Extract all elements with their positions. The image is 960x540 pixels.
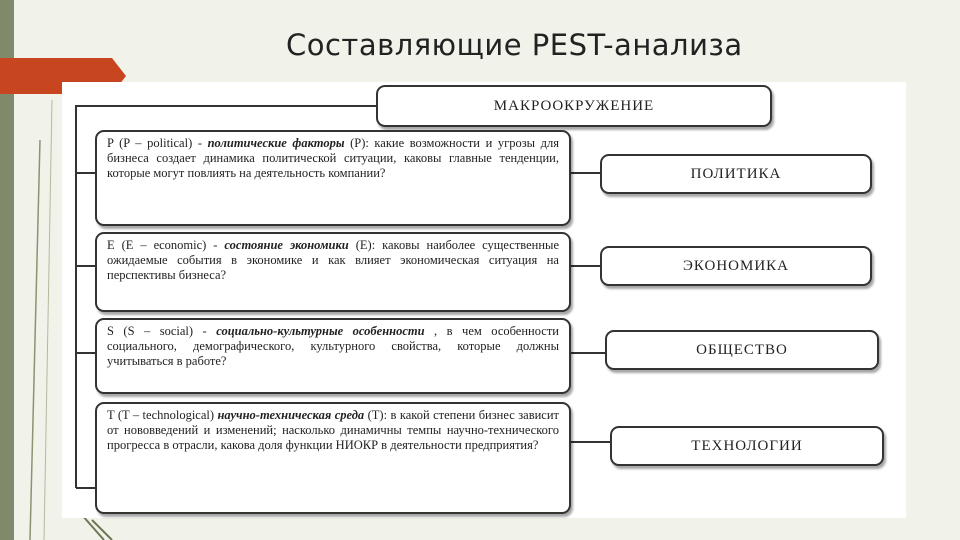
economic-name: состояние экономики: [224, 238, 349, 252]
social-name: социально-культурные особенности: [216, 324, 425, 338]
economic-description: (E): каковы наиболее существенные ожидаемые события в экономике и как влияет экономическая ситуация на перспективы бизнеса?: [107, 238, 560, 282]
pest-diagram: [62, 82, 906, 518]
society-category-box: ОБЩЕСТВО: [605, 330, 879, 370]
technological-code: T (T – technological): [107, 408, 215, 422]
technological-description: (T): в какой степени бизнес зависит от нововведений и изменений; насколько динамичны темпы научно-технического прогресса в отрасли, какова доля функции НИОКР в деятельности предприятия?: [107, 408, 559, 452]
politics-category-box: ПОЛИТИКА: [600, 154, 872, 194]
economy-category-box: ЭКОНОМИКА: [600, 246, 872, 286]
economic-code: E (E – economic) -: [107, 238, 218, 252]
technology-category-box: ТЕХНОЛОГИИ: [610, 426, 884, 466]
political-factor-box: [95, 130, 571, 226]
social-description: , в чем особенности социального, демографического, культурного свойства, которые должны учитываться в работе?: [107, 324, 559, 368]
economic-factor-box: [95, 232, 571, 312]
political-description: (P): какие возможности и угрозы для бизнеса создает динамика политической ситуации, каковы главные тенденции, которые могут повлиять на деятельность компании?: [107, 136, 559, 180]
social-code: S (S – social) -: [107, 324, 207, 338]
slide-title: Составляющие PEST-анализа: [286, 28, 743, 62]
political-name: политические факторы: [207, 136, 345, 150]
technological-name: научно-техническая среда: [217, 408, 365, 422]
social-factor-box: [95, 318, 571, 394]
macro-environment-box: МАКРООКРУЖЕНИЕ: [376, 85, 772, 127]
technological-factor-box: [95, 402, 571, 514]
political-code: P (P – political) -: [107, 136, 202, 150]
